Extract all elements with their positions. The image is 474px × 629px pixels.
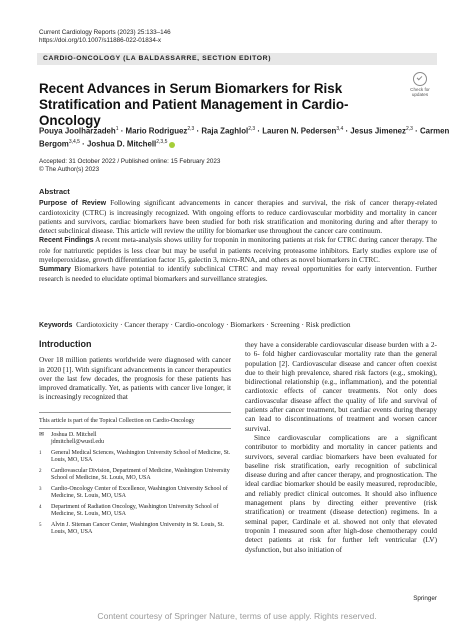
author-affil-sup: 2,3 — [406, 126, 413, 132]
affiliation-text: Alvin J. Siteman Cancer Center, Washington University in St. Louis, St. Louis, MO, USA — [51, 521, 224, 536]
envelope-icon: ✉ — [39, 431, 45, 438]
affiliations — [39, 428, 231, 537]
topical-collection-note: This article is part of the Topical Collection on Cardio-Oncology — [39, 412, 231, 425]
affiliation-number: 2 — [39, 468, 42, 474]
purpose-label: Purpose of Review — [39, 200, 107, 208]
author[interactable]: Carmen Bergom — [39, 126, 450, 149]
right-column — [245, 340, 437, 554]
author[interactable]: Lauren N. Pedersen — [262, 126, 337, 136]
findings-label: Recent Findings — [39, 237, 94, 245]
body-paragraph-2: Since cardiovascular complications are a significant contributor to morbidity and mortality in cancer patients and survivors, several cardiac biomarkers have been evaluated for baseline risk stratification, early recognition of subclinical disease during and after cancer therapy, and prognostication. The ideal cardiac biomarker should be easily measured, reproducible, and reliably predict clinical outcomes. It should also influence management plans by directing either preventive (risk stratification) or treatment (disease detection) regimens. In a seminal paper, Cardinale et al. showed not only that elevated troponin I measured soon after high-dose chemotherapy could detect patients at risk for further left ventricular (LV) dysfunction, but also initiation of — [245, 432, 437, 554]
affiliation-text: Cardiovascular Division, Department of Medicine, Washington University School of Medicine, St. Louis, MO, USA — [51, 467, 230, 482]
summary-label: Summary — [39, 265, 71, 273]
affiliation-number: 5 — [39, 522, 42, 528]
affiliation-item — [39, 450, 231, 465]
publication-dates — [39, 158, 220, 174]
author-affil-sup: 1 — [115, 126, 119, 132]
affiliation-item — [39, 468, 231, 483]
orcid-icon[interactable] — [169, 142, 175, 148]
affiliation-item — [39, 504, 231, 519]
keywords-text: Cardiotoxicity · Cancer therapy · Cardio-oncology · Biomarkers · Screening · Risk prediction — [76, 320, 351, 329]
author-affil-sup: 3,4 — [336, 126, 344, 132]
author[interactable]: Joshua D. Mitchell — [86, 139, 157, 149]
affiliation-text: Department of Radiation Oncology, Washington University School of Medicine, St. Louis, MO, USA — [51, 503, 219, 518]
abstract — [39, 187, 437, 283]
correspondence-email[interactable]: jdmitchell@wustl.edu — [51, 439, 105, 446]
affiliation-item — [39, 522, 231, 537]
journal-citation: Current Cardiology Reports (2023) 25:133–146 — [39, 29, 171, 36]
affiliation-number: 4 — [39, 504, 42, 510]
dates-accepted-published: Accepted: 31 October 2022 / Published online: 15 February 2023 — [39, 158, 221, 165]
check-updates-icon — [413, 72, 427, 86]
purpose-text: Following significant advancements in cancer therapies and survival, the risk of cancer therapy-related cardiotoxicity (CTRC) is increasingly recognized. With ongoing efforts to reduce cardiovascular morbidity and mortality in cancer patients and survivors, cardiac biomarkers have been studied for both risk stratification and monitoring during and after therapy to detect subclinical disease. This article will review the utility for biomarker use throughout the cancer care continuum. — [39, 198, 437, 236]
author[interactable]: Pouya Joolharzadeh — [39, 126, 116, 136]
intro-heading: Introduction — [39, 339, 92, 349]
check-for-updates[interactable] — [405, 72, 435, 97]
keywords-label: Keywords — [39, 322, 73, 329]
publisher-logo: Springer — [413, 595, 437, 602]
left-column — [39, 340, 231, 540]
affiliation-number: 1 — [39, 450, 42, 456]
author-affil-sup: 2,3 — [248, 126, 256, 132]
body-paragraph-1: they have a considerable cardiovascular disease burden with a 2- to 6- fold higher cardiovascular mortality rate than the general population [2]. Cardiovascular disease and cancer often coexist due to their high prevalence, shared risk factors (e.g., smoking), bidirectional relationship (e.g., inflammation), and the potential cardiotoxic effects of cancer treatments. Not only does cardiovascular disease affect the quality of life and survival of patients after cancer treatment, but cardiac events during therapy can lead to discontinuations of treatment and worsen cancer survival. — [245, 340, 437, 433]
abstract-findings — [39, 235, 437, 263]
abstract-heading: Abstract — [39, 187, 70, 196]
author-affil-sup: 3,4,5 — [68, 139, 80, 146]
author-affil-sup: 2,3 — [187, 126, 195, 132]
abstract-summary — [39, 264, 437, 283]
check-updates-label: Check for updates — [410, 87, 430, 97]
courtesy-notice: Content courtesy of Springer Nature, terms of use apply. Rights reserved. — [97, 611, 377, 621]
summary-text: Biomarkers have potential to identify subclinical CTRC and may reveal opportunities for early intervention. Further research is needed to elucidate optimal biomarkers and surveillance strategies. — [39, 263, 438, 283]
page-footer — [39, 595, 437, 605]
correspondence-name: Joshua D. Mitchell — [51, 431, 97, 438]
abstract-purpose — [39, 198, 437, 235]
author[interactable]: Mario Rodriguez — [125, 126, 188, 136]
author[interactable]: Raja Zaghlol — [201, 126, 249, 136]
author-list: Pouya Joolharzadeh$^1$ · Mario Rodriguez$^{2,3}$ · Raja Zaghlol$^{2,3}$ · Lauren N. Pedersen$^{3,4}$ · Jesus Jimenez$^{2,3}$ · Carmen Bergom$^{3,4,5}$ · Joshua D. Mitchell$^{2,3,5}$ — [39, 126, 450, 149]
section-banner: CARDIO-ONCOLOGY (LA BALDASSARRE, SECTION EDITOR) — [37, 53, 437, 65]
journal-header — [39, 29, 171, 45]
affiliation-text: Cardio-Oncology Center of Excellence, Washington University School of Medicine, St. Louis, MO, USA — [51, 485, 228, 500]
correspondence — [39, 432, 231, 447]
article-title: Recent Advances in Serum Biomarkers for Risk Stratification and Patient Management in Cardio-Oncology — [39, 81, 349, 128]
affiliation-text: General Medical Sciences, Washington University School of Medicine, St. Louis, MO, USA — [51, 449, 231, 464]
copyright: © The Author(s) 2023 — [39, 166, 100, 173]
affiliation-number: 3 — [39, 486, 42, 492]
affiliation-item — [39, 486, 231, 501]
findings-text: A recent meta-analysis shows utility for troponin in monitoring patients at risk for CTRC during cancer therapy. The role for natriuretic peptides is less clear but may be useful in patients receiving proteasome inhibitors. Early studies explore use of myeloperoxidase, growth differentiation factor 15, galectin 3, micro-RNA, and others as novel biomarkers in CTRC. — [39, 235, 438, 264]
journal-doi[interactable]: https://doi.org/10.1007/s11886-022-01834-x — [39, 37, 162, 44]
intro-paragraph: Over 18 million patients worldwide were diagnosed with cancer in 2020 [1]. With significant advancements in cancer therapeutics over the last few decades, the prognosis for these patients has improved dramatically. Yet, as patients with cancer live longer, it is increasingly recognized that — [39, 355, 231, 402]
author-affil-sup: 2,3,5 — [156, 139, 168, 146]
author[interactable]: Jesus Jimenez — [350, 126, 407, 136]
keywords — [39, 320, 439, 330]
